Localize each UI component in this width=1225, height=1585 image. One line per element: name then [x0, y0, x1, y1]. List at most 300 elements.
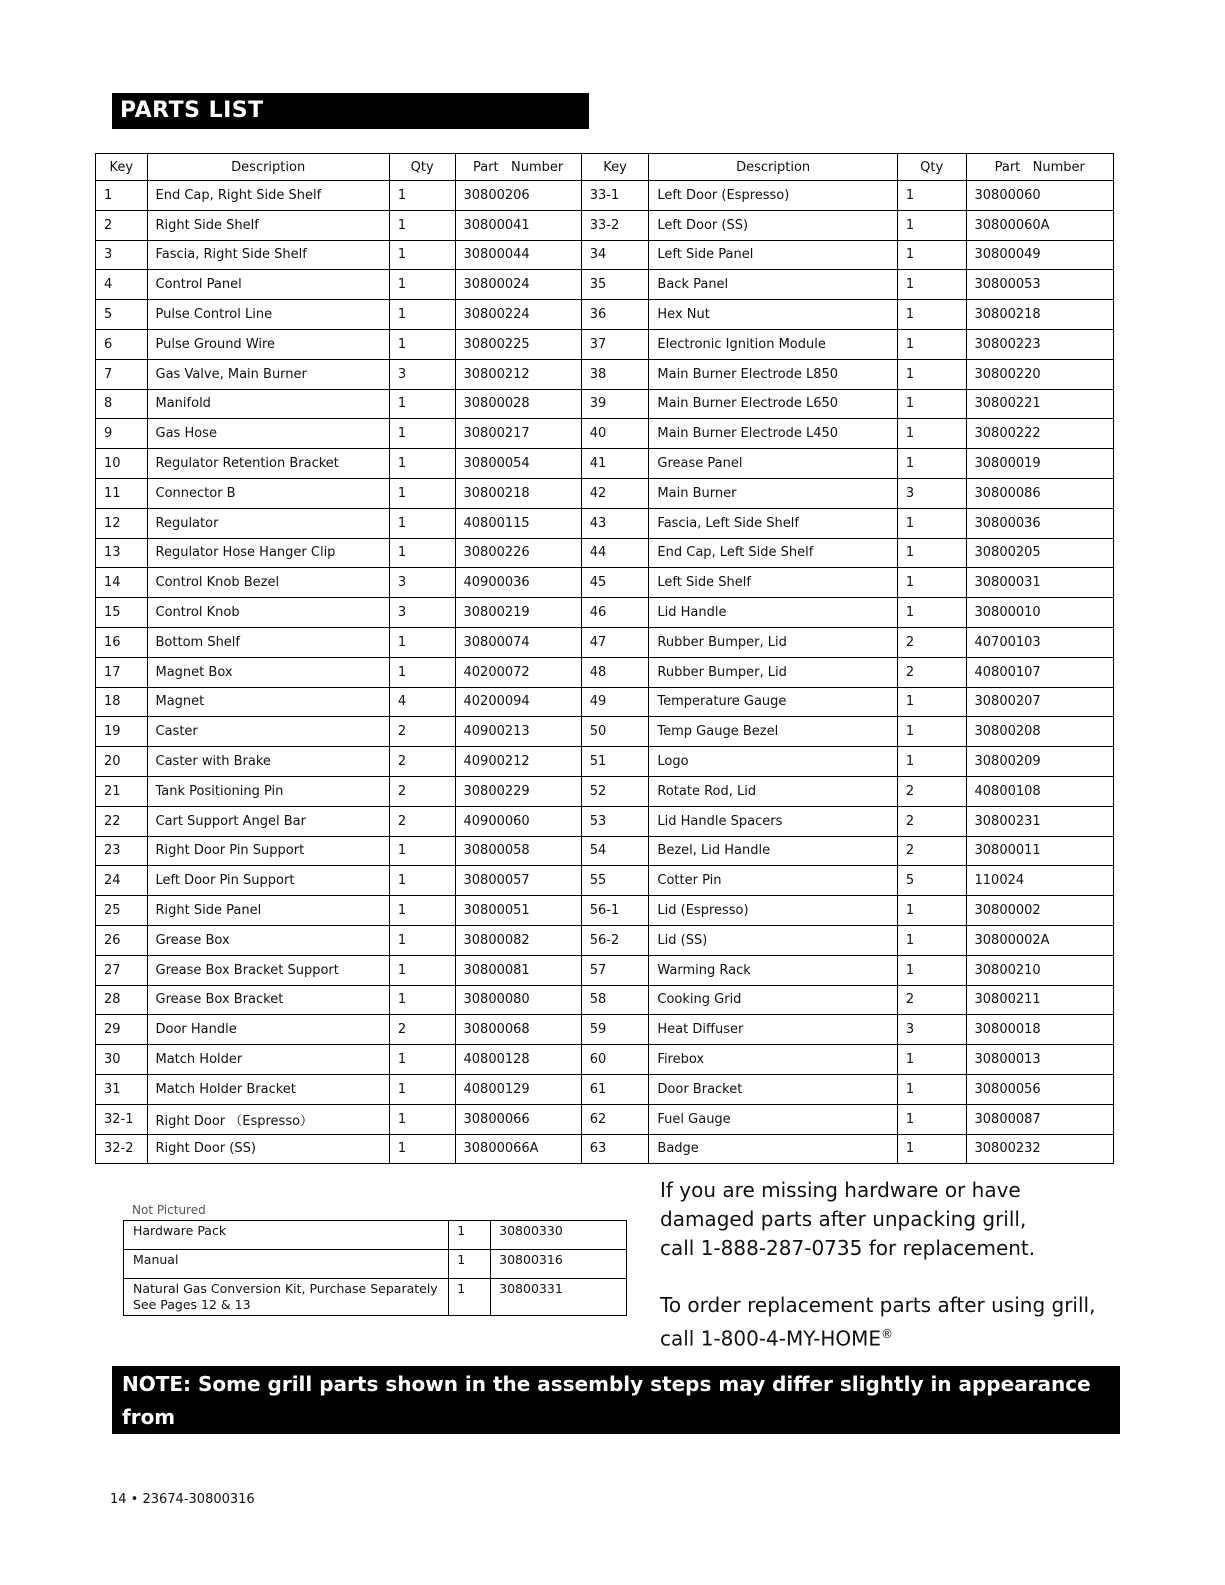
part-number-cell: 30800217	[455, 419, 581, 449]
part-number-cell: 30800080	[455, 985, 581, 1015]
key-cell: 32-2	[96, 1134, 148, 1164]
description-cell: Heat Diffuser	[649, 1015, 897, 1045]
qty-cell: 1	[389, 925, 455, 955]
qty-cell: 1	[897, 568, 966, 598]
part-number-cell: 30800205	[966, 538, 1113, 568]
description-cell: Warming Rack	[649, 955, 897, 985]
qty-cell: 2	[897, 806, 966, 836]
part-number-cell: 30800028	[455, 389, 581, 419]
key-cell: 17	[96, 657, 148, 687]
part-number-cell: 30800224	[455, 300, 581, 330]
np-description-line2: See Pages 12 & 13	[133, 1297, 251, 1312]
key-cell: 61	[581, 1074, 649, 1104]
qty-cell: 1	[389, 627, 455, 657]
description-cell: Caster with Brake	[147, 747, 389, 777]
order-parts-text	[660, 1291, 1095, 1354]
key-cell: 53	[581, 806, 649, 836]
np-part-number: 30800331	[491, 1279, 627, 1316]
missing-parts-text	[660, 1176, 1035, 1263]
key-cell: 26	[96, 925, 148, 955]
part-number-cell: 30800082	[455, 925, 581, 955]
description-cell: Lid (SS)	[649, 925, 897, 955]
part-number-cell: 30800066	[455, 1104, 581, 1134]
table-row	[96, 955, 1114, 985]
key-cell: 28	[96, 985, 148, 1015]
qty-cell: 1	[389, 508, 455, 538]
qty-cell: 2	[389, 776, 455, 806]
part-number-cell: 40900212	[455, 747, 581, 777]
key-cell: 11	[96, 478, 148, 508]
qty-cell: 1	[897, 419, 966, 449]
key-cell: 1	[96, 181, 148, 211]
qty-cell: 1	[389, 657, 455, 687]
order-line-2	[660, 1320, 1095, 1354]
description-cell: Lid Handle	[649, 598, 897, 628]
key-cell: 52	[581, 776, 649, 806]
key-cell: 40	[581, 419, 649, 449]
table-row	[96, 717, 1114, 747]
part-number-cell: 30800053	[966, 270, 1113, 300]
key-cell: 32-1	[96, 1104, 148, 1134]
part-number-cell: 40900213	[455, 717, 581, 747]
qty-cell: 1	[389, 240, 455, 270]
table-row	[124, 1250, 627, 1279]
part-number-cell: 30800210	[966, 955, 1113, 985]
qty-cell: 1	[897, 925, 966, 955]
part-number-cell: 30800049	[966, 240, 1113, 270]
description-cell: Door Bracket	[649, 1074, 897, 1104]
description-cell: Cotter Pin	[649, 866, 897, 896]
qty-cell: 1	[389, 866, 455, 896]
description-cell: Pulse Control Line	[147, 300, 389, 330]
key-cell: 54	[581, 836, 649, 866]
description-cell: Badge	[649, 1134, 897, 1164]
qty-cell: 1	[897, 389, 966, 419]
table-row	[96, 449, 1114, 479]
key-cell: 12	[96, 508, 148, 538]
description-cell: Rubber Bumper, Lid	[649, 627, 897, 657]
page-footer: 14 • 23674-30800316	[110, 1492, 255, 1507]
qty-cell: 2	[389, 806, 455, 836]
part-number-cell: 30800221	[966, 389, 1113, 419]
qty-cell: 1	[389, 955, 455, 985]
qty-cell: 3	[389, 568, 455, 598]
qty-cell: 1	[897, 598, 966, 628]
note-line-1: NOTE: Some grill parts shown in the assembly steps may differ slightly in appearance from	[122, 1372, 1091, 1429]
part-number-cell: 30800231	[966, 806, 1113, 836]
description-cell: Control Knob Bezel	[147, 568, 389, 598]
description-cell: Hex Nut	[649, 300, 897, 330]
qty-cell: 2	[897, 627, 966, 657]
part-number-cell: 40900036	[455, 568, 581, 598]
description-cell: Right Door （Espresso）	[147, 1104, 389, 1134]
description-cell: Bezel, Lid Handle	[649, 836, 897, 866]
description-cell: Control Knob	[147, 598, 389, 628]
qty-cell: 1	[389, 1045, 455, 1075]
np-description: Manual	[124, 1250, 449, 1279]
part-number-cell: 30800036	[966, 508, 1113, 538]
part-number-cell: 30800207	[966, 687, 1113, 717]
key-cell: 19	[96, 717, 148, 747]
table-row	[96, 389, 1114, 419]
key-cell: 33-2	[581, 210, 649, 240]
qty-cell: 1	[389, 1104, 455, 1134]
key-cell: 21	[96, 776, 148, 806]
col-qty: Qty	[897, 154, 966, 181]
key-cell: 6	[96, 329, 148, 359]
table-row	[96, 329, 1114, 359]
note-line-2: those on your particular grill model. However, the method of assembly remains the same.	[122, 1438, 1064, 1495]
description-cell: Right Side Shelf	[147, 210, 389, 240]
key-cell: 22	[96, 806, 148, 836]
description-cell: Regulator	[147, 508, 389, 538]
description-cell: Right Door (SS)	[147, 1134, 389, 1164]
qty-cell: 2	[897, 836, 966, 866]
description-cell: Left Door Pin Support	[147, 866, 389, 896]
parts-list-title: PARTS LIST	[112, 93, 589, 129]
table-row	[96, 181, 1114, 211]
table-row	[96, 985, 1114, 1015]
part-number-cell: 40800129	[455, 1074, 581, 1104]
description-cell: Grease Box	[147, 925, 389, 955]
qty-cell: 1	[389, 329, 455, 359]
description-cell: Grease Box Bracket	[147, 985, 389, 1015]
part-number-cell: 30800208	[966, 717, 1113, 747]
qty-cell: 1	[389, 419, 455, 449]
key-cell: 59	[581, 1015, 649, 1045]
table-row	[96, 1074, 1114, 1104]
description-cell: Fascia, Left Side Shelf	[649, 508, 897, 538]
description-cell: Back Panel	[649, 270, 897, 300]
qty-cell: 1	[897, 508, 966, 538]
qty-cell: 2	[389, 717, 455, 747]
description-cell: Caster	[147, 717, 389, 747]
table-row	[96, 359, 1114, 389]
not-pictured-label: Not Pictured	[132, 1203, 206, 1217]
np-qty: 1	[449, 1250, 491, 1279]
description-cell: Firebox	[649, 1045, 897, 1075]
part-number-cell: 110024	[966, 866, 1113, 896]
key-cell: 10	[96, 449, 148, 479]
qty-cell: 1	[389, 449, 455, 479]
description-cell: Lid (Espresso)	[649, 896, 897, 926]
key-cell: 43	[581, 508, 649, 538]
part-number-cell: 30800011	[966, 836, 1113, 866]
missing-line-2: damaged parts after unpacking grill,	[660, 1207, 1027, 1231]
part-number-cell: 30800211	[966, 985, 1113, 1015]
description-cell: Electronic Ignition Module	[649, 329, 897, 359]
table-row	[96, 866, 1114, 896]
part-number-cell: 30800074	[455, 627, 581, 657]
part-number-cell: 40200094	[455, 687, 581, 717]
table-row	[96, 627, 1114, 657]
description-cell: Main Burner Electrode L650	[649, 389, 897, 419]
description-cell: Match Holder	[147, 1045, 389, 1075]
description-cell: Grease Panel	[649, 449, 897, 479]
part-number-cell: 30800218	[455, 478, 581, 508]
part-number-cell: 30800031	[966, 568, 1113, 598]
table-row	[124, 1279, 627, 1316]
order-line-1: To order replacement parts after using grill,	[660, 1293, 1096, 1317]
np-qty: 1	[449, 1221, 491, 1250]
part-number-cell: 40800107	[966, 657, 1113, 687]
key-cell: 33-1	[581, 181, 649, 211]
table-row	[96, 538, 1114, 568]
key-cell: 47	[581, 627, 649, 657]
table-row	[96, 240, 1114, 270]
key-cell: 56-2	[581, 925, 649, 955]
not-pictured-table	[123, 1220, 627, 1316]
key-cell: 44	[581, 538, 649, 568]
registered-mark: ®	[881, 1327, 893, 1341]
description-cell: Magnet	[147, 687, 389, 717]
key-cell: 35	[581, 270, 649, 300]
qty-cell: 1	[897, 1134, 966, 1164]
table-row	[96, 1015, 1114, 1045]
table-row	[96, 300, 1114, 330]
part-number-cell: 30800002	[966, 896, 1113, 926]
col-key: Key	[581, 154, 649, 181]
qty-cell: 1	[897, 955, 966, 985]
description-cell: Rubber Bumper, Lid	[649, 657, 897, 687]
table-row	[96, 1104, 1114, 1134]
part-number-cell: 30800086	[966, 478, 1113, 508]
part-number-cell: 30800232	[966, 1134, 1113, 1164]
description-cell: End Cap, Left Side Shelf	[649, 538, 897, 568]
part-number-cell: 30800060	[966, 181, 1113, 211]
qty-cell: 1	[897, 1045, 966, 1075]
qty-cell: 1	[389, 270, 455, 300]
table-row	[96, 1134, 1114, 1164]
description-cell: Cart Support Angel Bar	[147, 806, 389, 836]
qty-cell: 1	[897, 1104, 966, 1134]
part-number-cell: 30800066A	[455, 1134, 581, 1164]
part-number-cell: 30800087	[966, 1104, 1113, 1134]
description-cell: Main Burner	[649, 478, 897, 508]
table-row	[96, 419, 1114, 449]
description-cell: Pulse Ground Wire	[147, 329, 389, 359]
part-number-cell: 30800229	[455, 776, 581, 806]
key-cell: 7	[96, 359, 148, 389]
table-row	[96, 925, 1114, 955]
key-cell: 24	[96, 866, 148, 896]
key-cell: 56-1	[581, 896, 649, 926]
key-cell: 58	[581, 985, 649, 1015]
col-description: Description	[147, 154, 389, 181]
qty-cell: 3	[897, 1015, 966, 1045]
part-number-cell: 30800212	[455, 359, 581, 389]
qty-cell: 2	[897, 657, 966, 687]
qty-cell: 1	[897, 449, 966, 479]
description-cell: Bottom Shelf	[147, 627, 389, 657]
part-number-cell: 30800058	[455, 836, 581, 866]
description-cell: Grease Box Bracket Support	[147, 955, 389, 985]
description-cell: Left Door (SS)	[649, 210, 897, 240]
missing-line-1: If you are missing hardware or have	[660, 1178, 1021, 1202]
table-row	[96, 776, 1114, 806]
np-description: Hardware Pack	[124, 1221, 449, 1250]
description-cell: Main Burner Electrode L450	[649, 419, 897, 449]
table-row	[96, 568, 1114, 598]
part-number-cell: 30800226	[455, 538, 581, 568]
description-cell: Door Handle	[147, 1015, 389, 1045]
qty-cell: 1	[389, 1074, 455, 1104]
col-description: Description	[649, 154, 897, 181]
table-row	[96, 836, 1114, 866]
qty-cell: 3	[897, 478, 966, 508]
qty-cell: 1	[897, 210, 966, 240]
description-cell: Left Door (Espresso)	[649, 181, 897, 211]
parts-table-header	[96, 154, 1114, 181]
description-cell: Lid Handle Spacers	[649, 806, 897, 836]
part-number-cell: 40700103	[966, 627, 1113, 657]
description-cell: End Cap, Right Side Shelf	[147, 181, 389, 211]
key-cell: 38	[581, 359, 649, 389]
qty-cell: 5	[897, 866, 966, 896]
part-number-cell: 30800018	[966, 1015, 1113, 1045]
description-cell: Right Side Panel	[147, 896, 389, 926]
table-row	[96, 210, 1114, 240]
assembly-note	[112, 1366, 1120, 1495]
table-row	[96, 478, 1114, 508]
table-row	[96, 508, 1114, 538]
qty-cell: 1	[897, 717, 966, 747]
key-cell: 8	[96, 389, 148, 419]
part-number-cell: 30800068	[455, 1015, 581, 1045]
description-cell: Rotate Rod, Lid	[649, 776, 897, 806]
qty-cell: 2	[389, 747, 455, 777]
qty-cell: 1	[389, 1134, 455, 1164]
qty-cell: 1	[389, 181, 455, 211]
part-number-cell: 40900060	[455, 806, 581, 836]
part-number-cell: 30800019	[966, 449, 1113, 479]
description-cell: Fuel Gauge	[649, 1104, 897, 1134]
description-cell: Cooking Grid	[649, 985, 897, 1015]
key-cell: 46	[581, 598, 649, 628]
description-cell: Magnet Box	[147, 657, 389, 687]
key-cell: 13	[96, 538, 148, 568]
key-cell: 62	[581, 1104, 649, 1134]
qty-cell: 1	[389, 836, 455, 866]
key-cell: 63	[581, 1134, 649, 1164]
key-cell: 29	[96, 1015, 148, 1045]
part-number-cell: 30800002A	[966, 925, 1113, 955]
description-cell: Regulator Retention Bracket	[147, 449, 389, 479]
col-part-number: Part Number	[966, 154, 1113, 181]
key-cell: 57	[581, 955, 649, 985]
qty-cell: 1	[389, 210, 455, 240]
np-qty: 1	[449, 1279, 491, 1316]
np-description	[124, 1279, 449, 1316]
col-qty: Qty	[389, 154, 455, 181]
key-cell: 16	[96, 627, 148, 657]
qty-cell: 2	[897, 985, 966, 1015]
table-row	[96, 657, 1114, 687]
part-number-cell: 30800223	[966, 329, 1113, 359]
part-number-cell: 30800051	[455, 896, 581, 926]
description-cell: Temperature Gauge	[649, 687, 897, 717]
col-part-number: Part Number	[455, 154, 581, 181]
description-cell: Right Door Pin Support	[147, 836, 389, 866]
part-number-cell: 30800060A	[966, 210, 1113, 240]
key-cell: 51	[581, 747, 649, 777]
description-cell: Left Side Panel	[649, 240, 897, 270]
part-number-cell: 30800054	[455, 449, 581, 479]
key-cell: 60	[581, 1045, 649, 1075]
part-number-cell: 30800225	[455, 329, 581, 359]
table-row	[96, 270, 1114, 300]
key-cell: 25	[96, 896, 148, 926]
description-cell: Tank Positioning Pin	[147, 776, 389, 806]
description-cell: Logo	[649, 747, 897, 777]
qty-cell: 1	[897, 1074, 966, 1104]
table-row	[124, 1221, 627, 1250]
part-number-cell: 30800024	[455, 270, 581, 300]
parts-table	[95, 153, 1114, 1164]
key-cell: 49	[581, 687, 649, 717]
key-cell: 31	[96, 1074, 148, 1104]
table-row	[96, 806, 1114, 836]
qty-cell: 1	[897, 240, 966, 270]
key-cell: 20	[96, 747, 148, 777]
description-cell: Manifold	[147, 389, 389, 419]
description-cell: Gas Valve, Main Burner	[147, 359, 389, 389]
description-cell: Fascia, Right Side Shelf	[147, 240, 389, 270]
missing-line-3: call 1-888-287-0735 for replacement.	[660, 1236, 1036, 1260]
qty-cell: 3	[389, 359, 455, 389]
table-row	[96, 598, 1114, 628]
qty-cell: 1	[389, 478, 455, 508]
part-number-cell: 30800057	[455, 866, 581, 896]
qty-cell: 1	[897, 181, 966, 211]
qty-cell: 1	[897, 359, 966, 389]
part-number-cell: 40200072	[455, 657, 581, 687]
description-cell: Gas Hose	[147, 419, 389, 449]
key-cell: 15	[96, 598, 148, 628]
key-cell: 3	[96, 240, 148, 270]
qty-cell: 1	[897, 329, 966, 359]
key-cell: 30	[96, 1045, 148, 1075]
part-number-cell: 40800128	[455, 1045, 581, 1075]
qty-cell: 1	[389, 985, 455, 1015]
key-cell: 34	[581, 240, 649, 270]
key-cell: 45	[581, 568, 649, 598]
qty-cell: 1	[897, 300, 966, 330]
np-part-number: 30800330	[491, 1221, 627, 1250]
key-cell: 5	[96, 300, 148, 330]
key-cell: 4	[96, 270, 148, 300]
col-key: Key	[96, 154, 148, 181]
np-part-number: 30800316	[491, 1250, 627, 1279]
qty-cell: 2	[897, 776, 966, 806]
part-number-cell: 30800056	[966, 1074, 1113, 1104]
qty-cell: 1	[389, 538, 455, 568]
part-number-cell: 30800206	[455, 181, 581, 211]
key-cell: 42	[581, 478, 649, 508]
part-number-cell: 30800081	[455, 955, 581, 985]
part-number-cell: 30800041	[455, 210, 581, 240]
part-number-cell: 30800209	[966, 747, 1113, 777]
qty-cell: 2	[389, 1015, 455, 1045]
order-phone: call 1-800-4-MY-HOME	[660, 1326, 881, 1351]
qty-cell: 1	[897, 538, 966, 568]
key-cell: 41	[581, 449, 649, 479]
description-cell: Regulator Hose Hanger Clip	[147, 538, 389, 568]
qty-cell: 4	[389, 687, 455, 717]
table-row	[96, 687, 1114, 717]
part-number-cell: 30800219	[455, 598, 581, 628]
description-cell: Connector B	[147, 478, 389, 508]
